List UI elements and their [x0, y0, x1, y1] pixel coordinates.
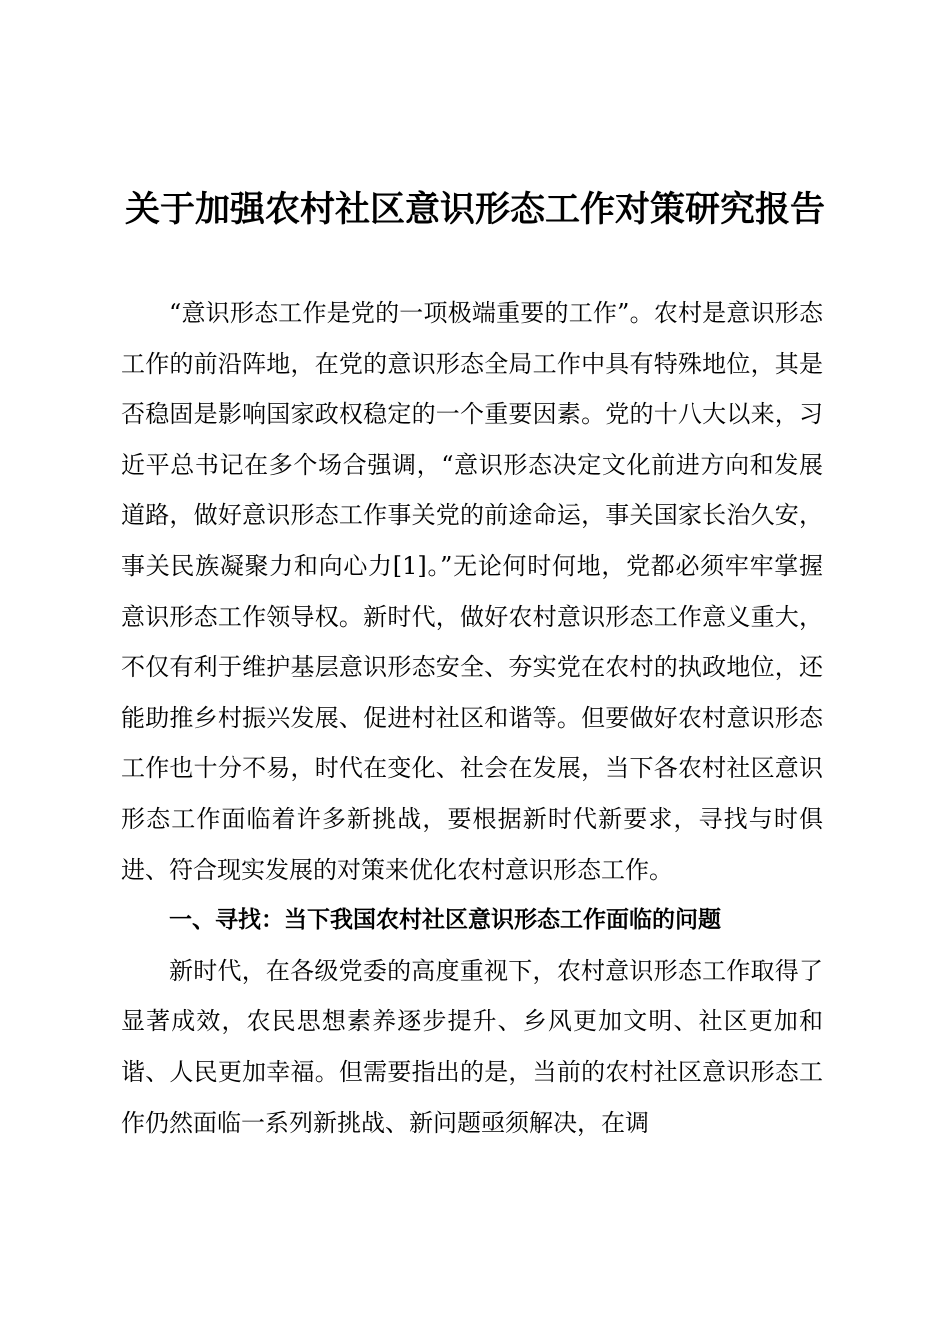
- section-1-paragraph: 新时代，在各级党委的高度重视下，农村意识形态工作取得了显著成效，农民思想素养逐步提升、乡风更加文明、社区更加和谐、人民更加幸福。但需要指出的是，当前的农村社区意识形态工作仍然面临一系列新挑战、新问题亟须解决，在调: [121, 956, 823, 1137]
- document-body: [121, 288, 823, 1148]
- intro-paragraph: “意识形态工作是党的一项极端重要的工作”。农村是意识形态工作的前沿阵地，在党的意识形态全局工作中具有特殊地位，其是否稳固是影响国家政权稳定的一个重要因素。党的十八大以来，习近平总书记在多个场合强调，“意识形态决定文化前进方向和发展道路，做好意识形态工作事关党的前途命运，事关国家长治久安，事关民族凝聚力和向心力[1]。”无论何时何地，党都必须牢牢掌握意识形态工作领导权。新时代，做好农村意识形态工作意义重大，不仅有利于维护基层意识形态安全、夯实党在农村的执政地位，还能助推乡村振兴发展、促进村社区和谐等。但要做好农村意识形态工作也十分不易，时代在变化、社会在发展，当下各农村社区意识形态工作面临着许多新挑战，要根据新时代新要求，寻找与时俱进、符合现实发展的对策来优化农村意识形态工作。: [121, 299, 823, 884]
- section-1-heading: 一、寻找：当下我国农村社区意识形态工作面临的问题: [169, 907, 721, 934]
- document-title: 关于加强农村社区意识形态工作对策研究报告: [124, 189, 825, 230]
